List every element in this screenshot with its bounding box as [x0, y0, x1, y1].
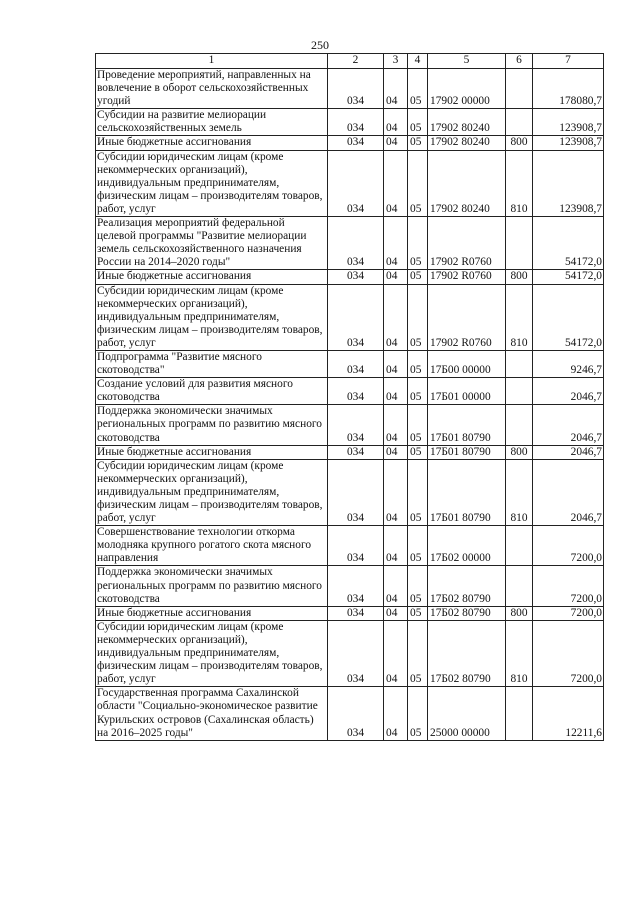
header-cell: 7	[533, 54, 604, 69]
row-section: 04	[384, 350, 408, 377]
row-section: 04	[384, 620, 408, 686]
row-amount: 7200,0	[533, 566, 604, 606]
row-expense-type	[506, 378, 533, 405]
row-target-article: 17902 80240	[428, 136, 506, 150]
row-admin-code: 034	[328, 606, 384, 620]
row-section: 04	[384, 378, 408, 405]
header-cell: 1	[96, 54, 328, 69]
row-name: Создание условий для развития мясного скотоводства	[96, 378, 328, 405]
row-admin-code: 034	[328, 109, 384, 136]
row-expense-type	[506, 687, 533, 740]
row-subsection: 05	[408, 136, 428, 150]
row-expense-type: 810	[506, 620, 533, 686]
row-amount: 7200,0	[533, 526, 604, 566]
row-subsection: 05	[408, 459, 428, 525]
row-admin-code: 034	[328, 217, 384, 270]
row-name: Субсидии юридическим лицам (кроме некоммерческих организаций), индивидуальным предпринимателям, физическим лицам – производителям товаров, работ, услуг	[96, 620, 328, 686]
row-amount: 2046,7	[533, 378, 604, 405]
row-expense-type	[506, 405, 533, 445]
row-section: 04	[384, 284, 408, 350]
row-admin-code: 034	[328, 378, 384, 405]
row-admin-code: 034	[328, 620, 384, 686]
header-cell: 6	[506, 54, 533, 69]
row-admin-code: 034	[328, 284, 384, 350]
table-row	[96, 284, 604, 350]
row-name: Иные бюджетные ассигнования	[96, 270, 328, 284]
row-target-article: 17Б02 00000	[428, 526, 506, 566]
row-section: 04	[384, 270, 408, 284]
row-expense-type: 810	[506, 150, 533, 216]
row-admin-code: 034	[328, 526, 384, 566]
row-subsection: 05	[408, 606, 428, 620]
row-subsection: 05	[408, 405, 428, 445]
row-target-article: 17Б01 00000	[428, 378, 506, 405]
row-subsection: 05	[408, 526, 428, 566]
row-target-article: 17Б02 80790	[428, 606, 506, 620]
row-target-article: 17Б02 80790	[428, 620, 506, 686]
row-section: 04	[384, 459, 408, 525]
row-section: 04	[384, 217, 408, 270]
row-name: Иные бюджетные ассигнования	[96, 445, 328, 459]
row-name: Иные бюджетные ассигнования	[96, 136, 328, 150]
row-name: Субсидии юридическим лицам (кроме некоммерческих организаций), индивидуальным предпринимателям, физическим лицам – производителям товаров, работ, услуг	[96, 459, 328, 525]
row-target-article: 17Б01 80790	[428, 405, 506, 445]
table-body	[96, 54, 604, 741]
row-section: 04	[384, 445, 408, 459]
table-row	[96, 687, 604, 740]
row-name: Иные бюджетные ассигнования	[96, 606, 328, 620]
row-section: 04	[384, 526, 408, 566]
row-target-article: 17Б02 80790	[428, 566, 506, 606]
row-expense-type: 800	[506, 606, 533, 620]
row-section: 04	[384, 150, 408, 216]
header-cell: 3	[384, 54, 408, 69]
row-target-article: 17902 80240	[428, 150, 506, 216]
table-row	[96, 566, 604, 606]
row-admin-code: 034	[328, 69, 384, 109]
table-row	[96, 270, 604, 284]
row-name: Проведение мероприятий, направленных на вовлечение в оборот сельскохозяйственных угодий	[96, 69, 328, 109]
row-target-article: 25000 00000	[428, 687, 506, 740]
row-expense-type	[506, 217, 533, 270]
row-subsection: 05	[408, 217, 428, 270]
table-row	[96, 445, 604, 459]
row-subsection: 05	[408, 378, 428, 405]
row-section: 04	[384, 606, 408, 620]
table-row	[96, 150, 604, 216]
row-subsection: 05	[408, 566, 428, 606]
row-admin-code: 034	[328, 459, 384, 525]
row-expense-type: 810	[506, 284, 533, 350]
row-amount: 123908,7	[533, 136, 604, 150]
row-subsection: 05	[408, 687, 428, 740]
row-expense-type: 810	[506, 459, 533, 525]
row-section: 04	[384, 109, 408, 136]
table-row	[96, 459, 604, 525]
row-expense-type	[506, 350, 533, 377]
table-row	[96, 405, 604, 445]
row-target-article: 17902 80240	[428, 109, 506, 136]
row-target-article: 17Б01 80790	[428, 459, 506, 525]
row-admin-code: 034	[328, 405, 384, 445]
row-name: Субсидии юридическим лицам (кроме некоммерческих организаций), индивидуальным предпринимателям, физическим лицам – производителям товаров, работ, услуг	[96, 284, 328, 350]
row-subsection: 05	[408, 620, 428, 686]
row-amount: 2046,7	[533, 445, 604, 459]
row-subsection: 05	[408, 109, 428, 136]
header-cell: 2	[328, 54, 384, 69]
row-amount: 54172,0	[533, 284, 604, 350]
row-subsection: 05	[408, 350, 428, 377]
table-row	[96, 109, 604, 136]
row-subsection: 05	[408, 270, 428, 284]
row-target-article: 17902 R0760	[428, 270, 506, 284]
row-amount: 2046,7	[533, 459, 604, 525]
row-amount: 54172,0	[533, 217, 604, 270]
row-section: 04	[384, 136, 408, 150]
row-subsection: 05	[408, 69, 428, 109]
row-target-article: 17902 R0760	[428, 284, 506, 350]
row-name: Субсидии на развитие мелиорации сельскохозяйственных земель	[96, 109, 328, 136]
row-admin-code: 034	[328, 566, 384, 606]
row-name: Подпрограмма "Развитие мясного скотоводства"	[96, 350, 328, 377]
row-admin-code: 034	[328, 687, 384, 740]
row-section: 04	[384, 687, 408, 740]
row-name: Поддержка экономически значимых региональных программ по развитию мясного скотоводства	[96, 566, 328, 606]
table-row	[96, 526, 604, 566]
row-section: 04	[384, 405, 408, 445]
table-row	[96, 69, 604, 109]
row-amount: 9246,7	[533, 350, 604, 377]
table-row	[96, 378, 604, 405]
row-target-article: 17Б00 00000	[428, 350, 506, 377]
row-expense-type	[506, 69, 533, 109]
row-amount: 2046,7	[533, 405, 604, 445]
row-amount: 7200,0	[533, 620, 604, 686]
page-number: 250	[311, 38, 329, 52]
row-target-article: 17902 00000	[428, 69, 506, 109]
row-amount: 12211,6	[533, 687, 604, 740]
row-name: Субсидии юридическим лицам (кроме некоммерческих организаций), индивидуальным предпринимателям, физическим лицам – производителям товаров, работ, услуг	[96, 150, 328, 216]
row-section: 04	[384, 69, 408, 109]
budget-table	[95, 53, 604, 741]
row-name: Поддержка экономически значимых региональных программ по развитию мясного скотоводства	[96, 405, 328, 445]
row-amount: 123908,7	[533, 150, 604, 216]
row-expense-type	[506, 109, 533, 136]
table-row	[96, 217, 604, 270]
table-row	[96, 350, 604, 377]
row-expense-type	[506, 566, 533, 606]
row-amount: 7200,0	[533, 606, 604, 620]
row-section: 04	[384, 566, 408, 606]
row-target-article: 17902 R0760	[428, 217, 506, 270]
table-header-row	[96, 54, 604, 69]
row-admin-code: 034	[328, 150, 384, 216]
row-name: Реализация мероприятий федеральной целевой программы "Развитие мелиорации земель сельскохозяйственного назначения России на 2014–2020 годы"	[96, 217, 328, 270]
row-target-article: 17Б01 80790	[428, 445, 506, 459]
row-subsection: 05	[408, 150, 428, 216]
row-amount: 178080,7	[533, 69, 604, 109]
row-admin-code: 034	[328, 445, 384, 459]
row-expense-type	[506, 526, 533, 566]
row-name: Совершенствование технологии откорма молодняка крупного рогатого скота мясного направления	[96, 526, 328, 566]
header-cell: 5	[428, 54, 506, 69]
row-admin-code: 034	[328, 136, 384, 150]
row-amount: 54172,0	[533, 270, 604, 284]
row-subsection: 05	[408, 284, 428, 350]
row-amount: 123908,7	[533, 109, 604, 136]
row-admin-code: 034	[328, 270, 384, 284]
row-expense-type: 800	[506, 136, 533, 150]
row-expense-type: 800	[506, 270, 533, 284]
row-admin-code: 034	[328, 350, 384, 377]
table-row	[96, 620, 604, 686]
row-subsection: 05	[408, 445, 428, 459]
row-name: Государственная программа Сахалинской области "Социально-экономическое развитие Курильских островов (Сахалинская область) на 2016–2025 годы"	[96, 687, 328, 740]
header-cell: 4	[408, 54, 428, 69]
table-row	[96, 136, 604, 150]
table-row	[96, 606, 604, 620]
row-expense-type: 800	[506, 445, 533, 459]
